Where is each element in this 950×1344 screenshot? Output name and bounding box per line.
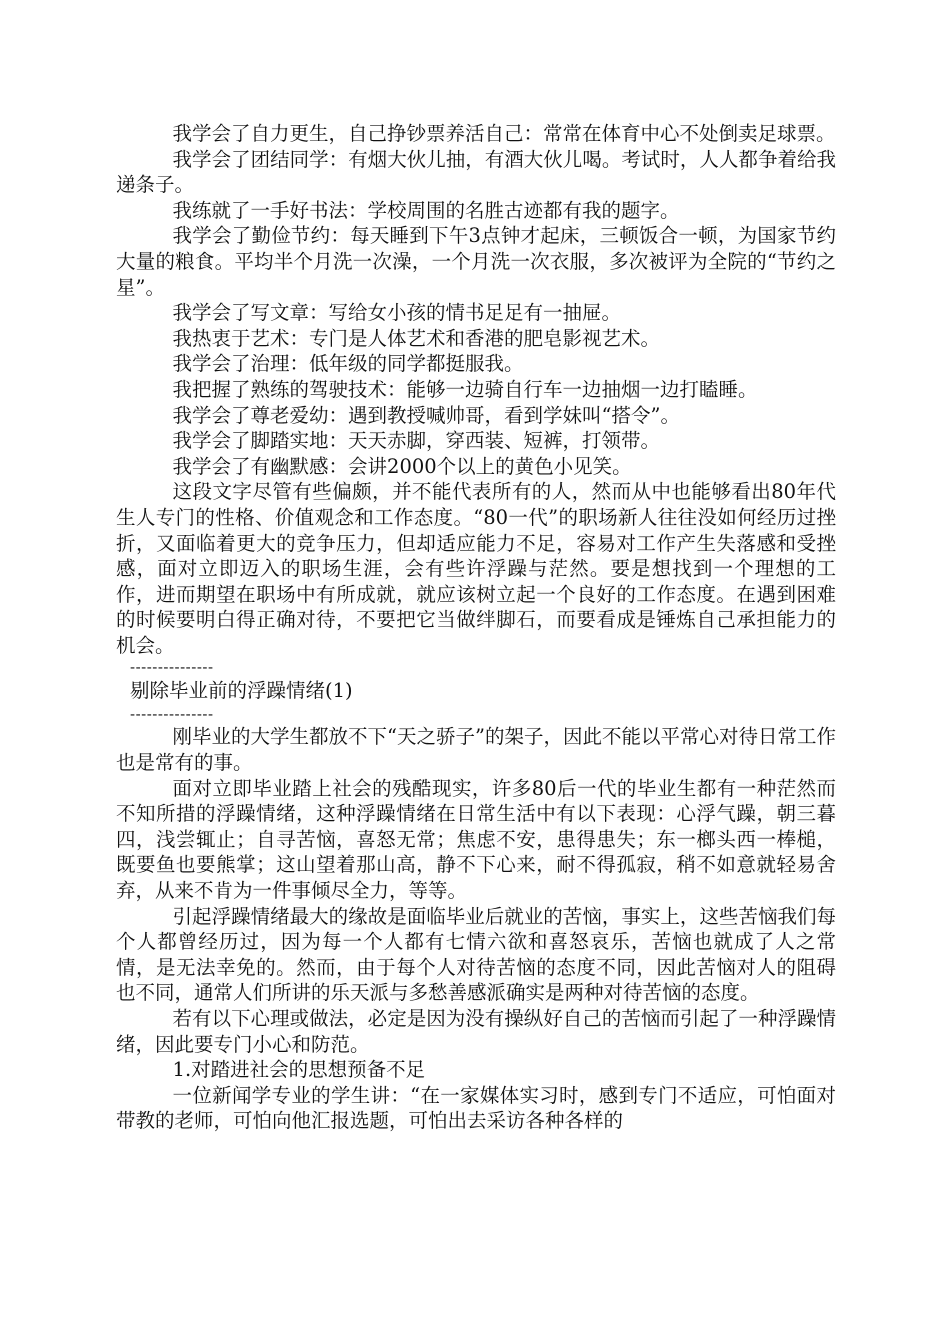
body-paragraph: 我把握了熟练的驾驶技术：能够一边骑自行车一边抽烟一边打瞌睡。 <box>172 377 758 401</box>
body-paragraph: 刚毕业的大学生都放不下“天之骄子”的架子，因此不能以平常心对待日常工作也是常有的事。 <box>116 725 836 775</box>
section-title: 剔除毕业前的浮躁情绪(1) <box>130 679 353 703</box>
body-paragraph: 我学会了脚踏实地：天天赤脚，穿西装、短裤，打领带。 <box>172 429 661 453</box>
body-paragraph: 我学会了写文章：写给女小孩的情书足足有一抽屉。 <box>172 301 622 325</box>
section-separator-bottom: --------------- <box>130 705 214 724</box>
subheading: 1.对踏进社会的思想预备不足 <box>172 1058 426 1082</box>
body-paragraph: 我热衷于艺术：专门是人体艺术和香港的肥皂影视艺术。 <box>172 326 661 350</box>
section-separator-top: --------------- <box>130 658 214 677</box>
body-paragraph: 我学会了尊老爱幼：遇到教授喊帅哥，看到学妹叫“搭令”。 <box>172 403 680 427</box>
body-paragraph: 这段文字尽管有些偏颇，并不能代表所有的人，然而从中也能够看出80年代生人专门的性格、价值观念和工作态度。“80一代”的职场新人往往没如何经历过挫折，又面临着更大的竞争压力，但却适应能力不足，容易对工作产生失落感和受挫感，面对立即迈入的职场生涯，会有些许浮躁与茫然。要是想找到一个理想的工作，进而期望在职场中有所成就，就应该树立起一个良好的工作态度。在遇到困难的时候要明白得正确对待，不要把它当做绊脚石，而要看成是锤炼自己承担能力的机会。 <box>116 480 836 657</box>
body-paragraph: 我练就了一手好书法：学校周围的名胜古迹都有我的题字。 <box>172 198 680 222</box>
body-paragraph: 我学会了治理：低年级的同学都挺服我。 <box>172 352 524 376</box>
body-paragraph: 我学会了有幽默感：会讲2000个以上的黄色小见笑。 <box>172 454 632 478</box>
body-paragraph: 我学会了勤俭节约：每天睡到下午3点钟才起床，三顿饭合一顿，为国家节约大量的粮食。平均半个月洗一次澡，一个月洗一次衣服，多次被评为全院的“节约之星”。 <box>116 224 836 299</box>
body-paragraph: 若有以下心理或做法，必定是因为没有操纵好自己的苦恼而引起了一种浮躁情绪，因此要专门小心和防范。 <box>116 1007 836 1056</box>
document-body <box>116 121 836 1134</box>
body-paragraph: 一位新闻学专业的学生讲：“在一家媒体实习时，感到专门不适应，可怕面对带教的老师，可怕向他汇报选题，可怕出去采访各种各样的 <box>116 1083 836 1133</box>
body-paragraph: 我学会了团结同学：有烟大伙儿抽，有酒大伙儿喝。考试时，人人都争着给我递条子。 <box>116 147 836 197</box>
body-paragraph: 面对立即毕业踏上社会的残酷现实，许多80后一代的毕业生都有一种茫然而不知所措的浮躁情绪，这种浮躁情绪在日常生活中有以下表现：心浮气躁，朝三暮四，浅尝辄止；自寻苦恼，喜怒无常；焦虑不安，患得患失；东一榔头西一棒槌，既要鱼也要熊掌；这山望着那山高，静不下心来，耐不得孤寂，稍不如意就轻易舍弃，从来不肯为一件事倾尽全力，等等。 <box>116 776 836 903</box>
body-paragraph: 我学会了自力更生，自己挣钞票养活自己：常常在体育中心不处倒卖足球票。 <box>172 122 836 145</box>
body-paragraph: 引起浮躁情绪最大的缘故是面临毕业后就业的苦恼，事实上，这些苦恼我们每个人都曾经历过，因为每一个人都有七情六欲和喜怒哀乐，苦恼也就成了人之常情，是无法幸免的。然而，由于每个人对待苦恼的态度不同，因此苦恼对人的阻碍也不同，通常人们所讲的乐天派与多愁善感派确实是两种对待苦恼的态度。 <box>116 904 836 1005</box>
